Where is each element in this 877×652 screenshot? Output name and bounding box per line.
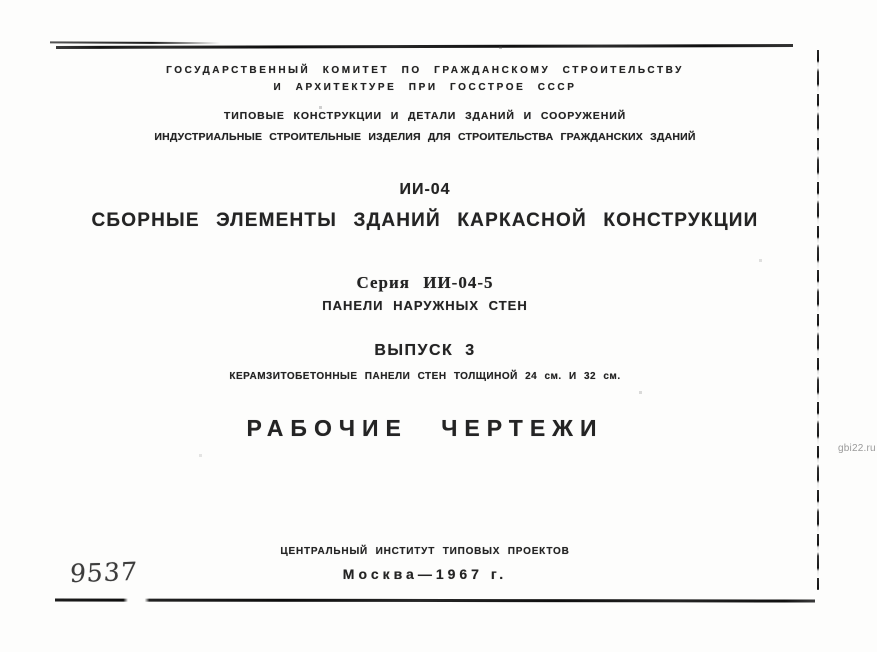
- site-watermark: gbi22.ru: [838, 443, 876, 454]
- scan-noise-specks: [0, 0, 1, 1]
- series-number: Серия ИИ-04-5: [356, 273, 494, 292]
- right-frame-line: [817, 50, 819, 590]
- main-title: СБОРНЫЕ ЭЛЕМЕНТЫ ЗДАНИЙ КАРКАСНОЙ КОНСТРУКЦИИ: [91, 210, 759, 231]
- issue-subtitle: КЕРАМЗИТОБЕТОННЫЕ ПАНЕЛИ СТЕН ТОЛЩИНОЙ 24 см. И 32 см.: [229, 371, 621, 382]
- place-and-year: Москва—1967 г.: [342, 566, 508, 582]
- issue-number: ВЫПУСК 3: [374, 342, 476, 359]
- committee-line-1: ГОСУДАРСТВЕННЫЙ КОМИТЕТ ПО ГРАЖДАНСКОМУ СТРОИТЕЛЬСТВУ: [166, 65, 684, 76]
- top-frame-line: [56, 44, 793, 49]
- series-code: ИИ-04: [399, 181, 451, 198]
- industrial-products-line: ИНДУСТРИАЛЬНЫЕ СТРОИТЕЛЬНЫЕ ИЗДЕЛИЯ ДЛЯ СТРОИТЕЛЬСТВА ГРАЖДАНСКИХ ЗДАНИЙ: [154, 131, 696, 143]
- typical-constructions-line: ТИПОВЫЕ КОНСТРУКЦИИ И ДЕТАЛИ ЗДАНИЙ И СООРУЖЕНИЙ: [223, 110, 627, 122]
- series-subtitle: ПАНЕЛИ НАРУЖНЫХ СТЕН: [322, 298, 528, 313]
- committee-line-2: И АРХИТЕКТУРЕ ПРИ ГОССТРОЕ СССР: [273, 82, 577, 93]
- publishing-institute: ЦЕНТРАЛЬНЫЙ ИНСТИТУТ ТИПОВЫХ ПРОЕКТОВ: [280, 546, 570, 557]
- inventory-number-stamp: 9537: [69, 556, 139, 589]
- bottom-frame-line: [55, 598, 815, 602]
- document-type-title: РАБОЧИЕ ЧЕРТЕЖИ: [246, 415, 604, 441]
